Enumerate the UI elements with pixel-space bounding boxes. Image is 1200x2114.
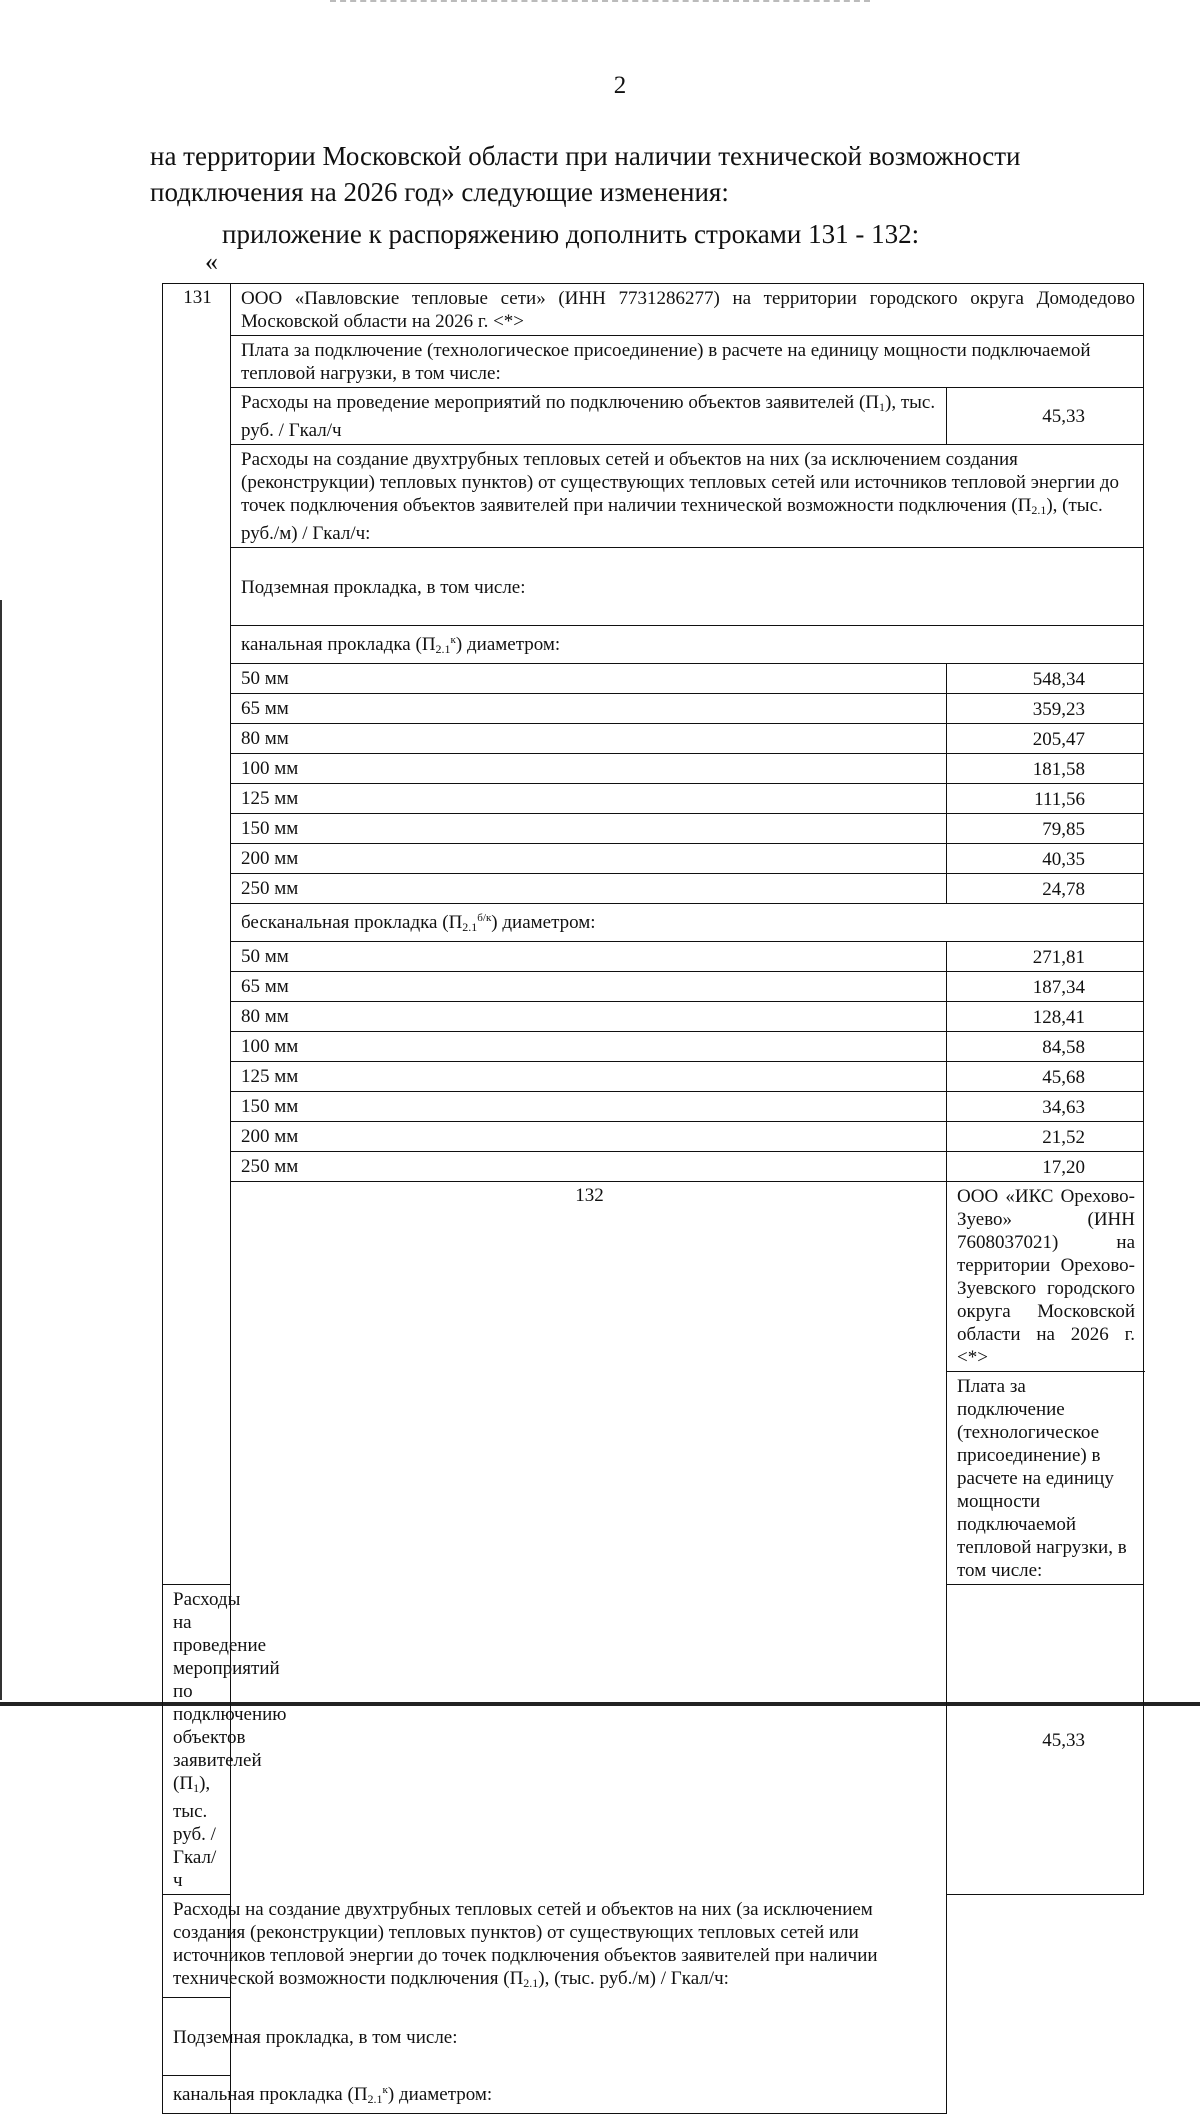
diameter-cell: 125 мм [231, 1062, 947, 1092]
fee-label-cell: Плата за подключение (технологическое присоединение) в расчете на единицу мощности подключаемой тепловой нагрузки, в том числе: [231, 336, 1144, 388]
p1-value-cell: 45,33 [947, 1585, 1144, 1895]
value-cell: 45,68 [947, 1062, 1144, 1092]
diameter-cell: 100 мм [231, 754, 947, 784]
table-row [163, 1032, 1144, 1062]
table-row [163, 874, 1144, 904]
diameter-cell: 80 мм [231, 1002, 947, 1032]
p1-label-cell: Расходы на проведение мероприятий по подключению объектов заявителей $(П_1)$, тыс. руб. / Гкал/ч [231, 388, 947, 445]
underground-cell: Подземная прокладка, в том числе: [163, 1998, 947, 2076]
opening-quote: « [205, 247, 218, 276]
scan-edge-left [0, 600, 2, 1700]
table-row [163, 336, 1144, 388]
table-row [163, 1122, 1144, 1152]
diameter-cell: 200 мм [231, 1122, 947, 1152]
table-row [163, 445, 1144, 548]
table-row [163, 1002, 1144, 1032]
value-cell: 24,78 [947, 874, 1144, 904]
value-cell: 21,52 [947, 1122, 1144, 1152]
table-row [163, 388, 1144, 445]
value-cell: 111,56 [947, 784, 1144, 814]
underground-cell: Подземная прокладка, в том числе: [231, 548, 1144, 626]
table-row [163, 1062, 1144, 1092]
table-row [163, 972, 1144, 1002]
p21-label-cell: Расходы на создание двухтрубных тепловых сетей и объектов на них (за исключением создания (реконструкции) тепловых пунктов) от существующих тепловых сетей или источников тепловой энергии до точек подключения объектов заявителей при наличии технической возможности подключения $(П_{2.1})$, (тыс. руб./м) / Гкал/ч: [163, 1895, 947, 1998]
p21-label-cell: Расходы на создание двухтрубных тепловых сетей и объектов на них (за исключением создания (реконструкции) тепловых пунктов) от существующих тепловых сетей или источников тепловой энергии до точек подключения объектов заявителей при наличии технической возможности подключения $(П_{2.1})$, (тыс. руб./м) / Гкал/ч: [231, 445, 1144, 548]
tariff-table [162, 283, 1144, 2114]
table-row [163, 694, 1144, 724]
table-row [163, 814, 1144, 844]
table-row [163, 1998, 1144, 2076]
table-row [163, 784, 1144, 814]
fee-label-cell: Плата за подключение (технологическое присоединение) в расчете на единицу мощности подключаемой тепловой нагрузки, в том числе: [947, 1372, 1144, 1585]
diameter-cell: 150 мм [231, 1092, 947, 1122]
intro-line-1: на территории Московской области при наличии технической возможности [150, 141, 1021, 171]
addition-statement: приложение к распоряжению дополнить строками 131 - 132: [222, 219, 920, 249]
table-row [163, 904, 1144, 942]
value-cell: 79,85 [947, 814, 1144, 844]
table-row [163, 284, 1144, 336]
organization-cell: ООО «ИКС Орехово-Зуево» (ИНН 7608037021) на территории Орехово-Зуевского городского округа Московской области на 2026 г. <*> [947, 1182, 1144, 1372]
p1-value-cell: 45,33 [947, 388, 1144, 445]
diameter-cell: 50 мм [231, 664, 947, 694]
table-row [163, 2076, 1144, 2114]
value-cell: 34,63 [947, 1092, 1144, 1122]
table-row [163, 626, 1144, 664]
value-cell: 40,35 [947, 844, 1144, 874]
intro-paragraph [150, 138, 1162, 210]
table-row [163, 1152, 1144, 1182]
table-row [163, 1092, 1144, 1122]
table-row [163, 1895, 1144, 1998]
channel-header-cell: канальная прокладка $(П_{2.1}^к)$ диаметром: [231, 626, 1144, 664]
nochannel-header-cell: бесканальная прокладка $(П_{2.1}^{б/к})$ диаметром: [231, 904, 1144, 942]
table-row [163, 754, 1144, 784]
diameter-cell: 100 мм [231, 1032, 947, 1062]
diameter-cell: 50 мм [231, 942, 947, 972]
table-row [163, 844, 1144, 874]
table-row [163, 548, 1144, 626]
table-row [163, 942, 1144, 972]
page-number: 2 [613, 72, 627, 99]
diameter-cell: 125 мм [231, 784, 947, 814]
diameter-cell: 200 мм [231, 844, 947, 874]
channel-header-cell: канальная прокладка $(П_{2.1}^к)$ диаметром: [163, 2076, 947, 2114]
p1-label-cell: Расходы на проведение мероприятий по подключению объектов заявителей $(П_1)$, тыс. руб. / Гкал/ч [163, 1585, 231, 1895]
scan-edge-top [330, 0, 870, 4]
value-cell: 187,34 [947, 972, 1144, 1002]
value-cell: 84,58 [947, 1032, 1144, 1062]
value-cell: 17,20 [947, 1152, 1144, 1182]
organization-cell: ООО «Павловские тепловые сети» (ИНН 7731286277) на территории городского округа Домодедово Московской области на 2026 г. <*> [231, 284, 1144, 336]
value-cell: 548,34 [947, 664, 1144, 694]
value-cell: 181,58 [947, 754, 1144, 784]
row-number: 131 [163, 284, 231, 1585]
value-cell: 359,23 [947, 694, 1144, 724]
diameter-cell: 65 мм [231, 694, 947, 724]
value-cell: 205,47 [947, 724, 1144, 754]
diameter-cell: 150 мм [231, 814, 947, 844]
diameter-cell: 250 мм [231, 1152, 947, 1182]
diameter-cell: 80 мм [231, 724, 947, 754]
row-number: 132 [231, 1182, 947, 2114]
intro-line-2: подключения на 2026 год» следующие изменения: [150, 177, 729, 207]
value-cell: 128,41 [947, 1002, 1144, 1032]
diameter-cell: 65 мм [231, 972, 947, 1002]
table-row [163, 664, 1144, 694]
diameter-cell: 250 мм [231, 874, 947, 904]
table-row [163, 1182, 1144, 1372]
value-cell: 271,81 [947, 942, 1144, 972]
table-row [163, 724, 1144, 754]
